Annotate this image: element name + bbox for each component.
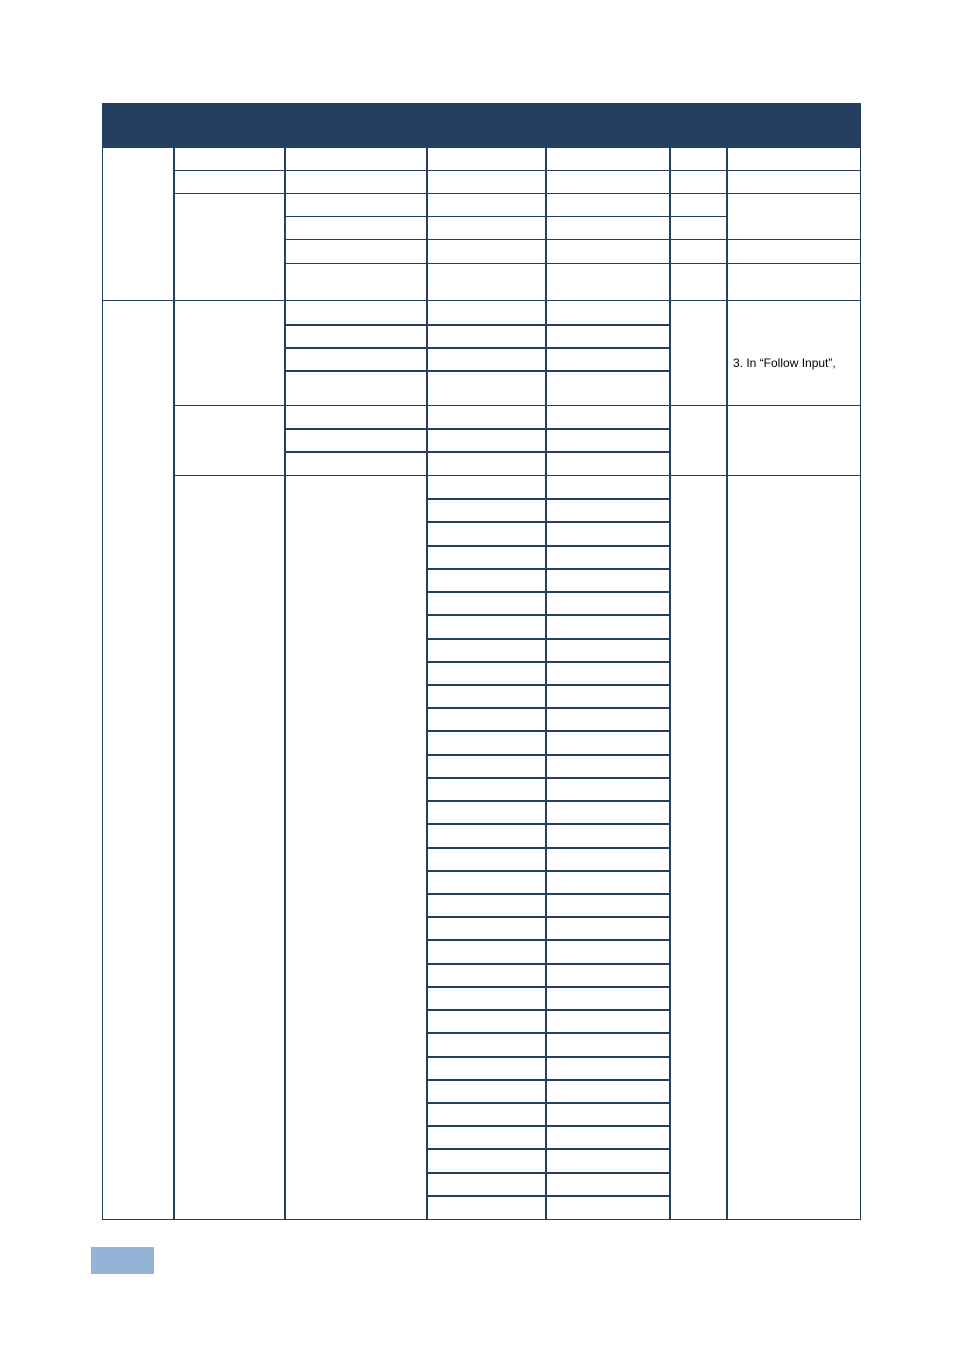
grid-line [426, 963, 669, 965]
parameter-table [102, 103, 861, 1220]
grid-line [426, 1195, 669, 1197]
grid-line [284, 451, 669, 453]
grid-line [426, 661, 669, 663]
grid-line [102, 300, 861, 301]
grid-line [426, 870, 669, 872]
page-number-tab [91, 1247, 154, 1274]
grid-line [284, 239, 861, 240]
grid-line [426, 498, 669, 500]
grid-line [426, 521, 669, 523]
grid-line [426, 545, 669, 547]
grid-line [284, 428, 669, 430]
grid-line [426, 1079, 669, 1081]
grid-line [284, 103, 286, 1220]
grid-line [426, 986, 669, 988]
grid-line [426, 893, 669, 895]
grid-line [284, 216, 728, 217]
grid-line [174, 405, 861, 406]
grid-line [174, 475, 861, 476]
grid-line [426, 800, 669, 802]
grid-line [860, 103, 861, 1220]
grid-line [102, 103, 103, 1220]
grid-line [426, 1102, 669, 1104]
grid-line [669, 103, 671, 1220]
grid-line [426, 777, 669, 779]
grid-line [426, 1009, 669, 1011]
grid-line [284, 324, 669, 326]
grid-line [426, 707, 669, 709]
grid-line [173, 103, 175, 1220]
grid-line [426, 1148, 669, 1150]
grid-line [426, 730, 669, 732]
grid-line [284, 263, 861, 264]
table-header-row [102, 103, 861, 148]
grid-line [426, 591, 669, 593]
grid-line [426, 1172, 669, 1174]
grid-line [426, 847, 669, 849]
notes-cell-text: 3. In “Follow Input”, [733, 356, 836, 370]
grid-line [174, 170, 861, 171]
grid-line [426, 1032, 669, 1034]
grid-line [426, 939, 669, 941]
grid-line [426, 568, 669, 570]
grid-line [726, 103, 728, 1220]
grid-line [284, 347, 669, 349]
grid-line [426, 1125, 669, 1127]
grid-line [426, 638, 669, 640]
grid-line [426, 1056, 669, 1058]
grid-line [426, 684, 669, 686]
grid-line [284, 370, 669, 372]
grid-line [102, 1219, 861, 1220]
grid-line [174, 193, 861, 194]
grid-line [426, 823, 669, 825]
grid-line [426, 916, 669, 918]
grid-line [426, 614, 669, 616]
grid-line [426, 754, 669, 756]
